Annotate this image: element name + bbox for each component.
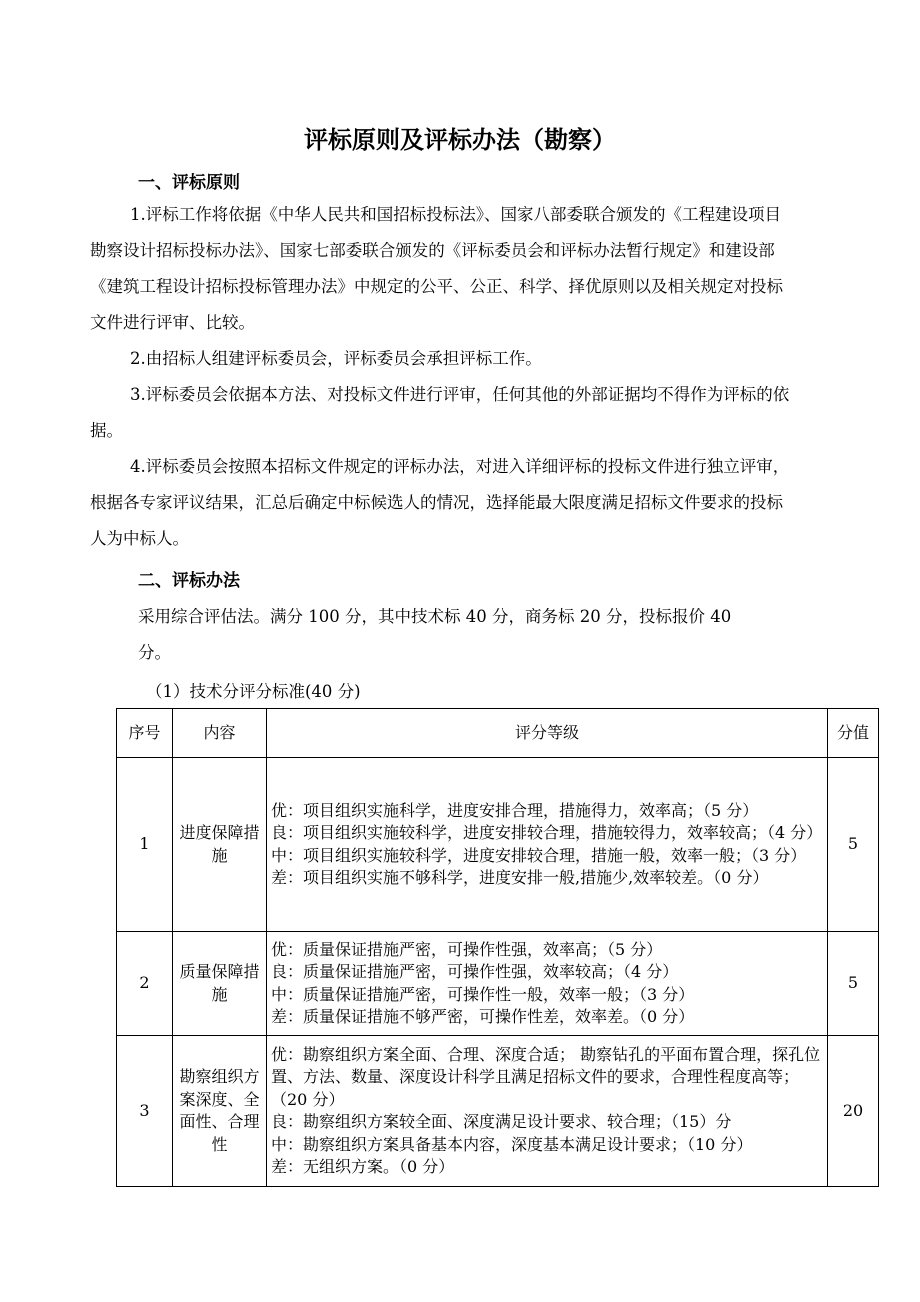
table-row xyxy=(117,932,879,1036)
header-no: 序号 xyxy=(117,709,173,758)
paragraph-principle-4: 4.评标委员会按照本招标文件规定的评标办法，对进入详细评标的投标文件进行独立评审，根据各专家评议结果，汇总后确定中标候选人的情况，选择能最大限度满足招标文件要求的投标人为中标人。 xyxy=(90,457,790,548)
grade-line: 优：勘察组织方案全面、合理、深度合适； 勘察钻孔的平面布置合理，探孔位置、方法、数量、深度设计科学且满足招标文件的要求，合理性程度高等；（20 分） xyxy=(271,1044,821,1109)
section-heading-method: 二、评标办法 xyxy=(138,571,240,591)
method-intro-line2: 分。 xyxy=(138,643,171,662)
grade-line: 良：项目组织实施较科学，进度安排较合理，措施较得力，效率较高；（4 分） xyxy=(271,823,823,842)
grade-line: 优：项目组织实施科学，进度安排合理，措施得力，效率高；（5 分） xyxy=(271,800,759,820)
paragraph-principle-2: 2.由招标人组建评标委员会，评标委员会承担评标工作。 xyxy=(130,349,542,368)
grade-line: 优：质量保证措施严密，可操作性强，效率高；（5 分） xyxy=(271,939,663,959)
row-content: 质量保障措施 xyxy=(173,932,267,1036)
grade-line: 中：质量保证措施严密，可操作性一般，效率一般；（3 分） xyxy=(271,984,695,1004)
row-score: 20 xyxy=(828,1036,879,1187)
grade-line: 差：项目组织实施不够科学，进度安排一般,措施少,效率较差。（0 分） xyxy=(271,868,769,887)
row-grade-description xyxy=(267,758,828,932)
table-caption: （1）技术分评分标准(40 分) xyxy=(146,682,361,701)
row-content: 勘察组织方案深度、全面性、合理性 xyxy=(173,1036,267,1187)
header-grade: 评分等级 xyxy=(267,709,828,758)
header-content: 内容 xyxy=(173,709,267,758)
method-intro-line1: 采用综合评估法。满分 100 分，其中技术标 40 分，商务标 20 分，投标报价 40 xyxy=(138,607,732,626)
row-score: 5 xyxy=(828,932,879,1036)
row-content: 进度保障措施 xyxy=(173,758,267,932)
row-grade-description xyxy=(267,932,828,1036)
section-heading-principles: 一、评标原则 xyxy=(138,173,240,193)
grade-line: 差：质量保证措施不够严密，可操作性差，效率差。（0 分） xyxy=(271,1007,695,1026)
table-row xyxy=(117,1036,879,1187)
grade-line: 中：项目组织实施较科学，进度安排较合理，措施一般，效率一般；（3 分） xyxy=(271,845,807,865)
paragraph-principle-1: 1.评标工作将依据《中华人民共和国招标投标法》、国家八部委联合颁发的《工程建设项目勘察设计招标投标办法》、国家七部委联合颁发的《评标委员会和评标办法暂行规定》和建设部《建筑工程设计招标投标管理办法》中规定的公平、公正、科学、择优原则以及相关规定对投标文件进行评审、比较。 xyxy=(90,205,783,332)
table-header-row xyxy=(117,709,879,758)
row-no: 2 xyxy=(117,932,173,1036)
table-row xyxy=(117,758,879,932)
scoring-table xyxy=(116,708,879,1187)
row-no: 1 xyxy=(117,758,173,932)
grade-line: 良：质量保证措施严密，可操作性强，效率较高；（4 分） xyxy=(271,962,679,981)
row-score: 5 xyxy=(828,758,879,932)
grade-line: 良：勘察组织方案较全面、深度满足设计要求、较合理；（15）分 xyxy=(271,1112,732,1131)
paragraph-principle-3: 3.评标委员会依据本方法、对投标文件进行评审，任何其他的外部证据均不得作为评标的依据。 xyxy=(90,385,790,440)
row-grade-description xyxy=(267,1036,828,1187)
grade-line: 中：勘察组织方案具备基本内容，深度基本满足设计要求；（10 分） xyxy=(271,1134,753,1154)
row-no: 3 xyxy=(117,1036,173,1187)
page-title: 评标原则及评标办法（勘察） xyxy=(304,126,616,154)
grade-line: 差：无组织方案。（0 分） xyxy=(271,1157,455,1176)
header-score: 分值 xyxy=(828,709,879,758)
